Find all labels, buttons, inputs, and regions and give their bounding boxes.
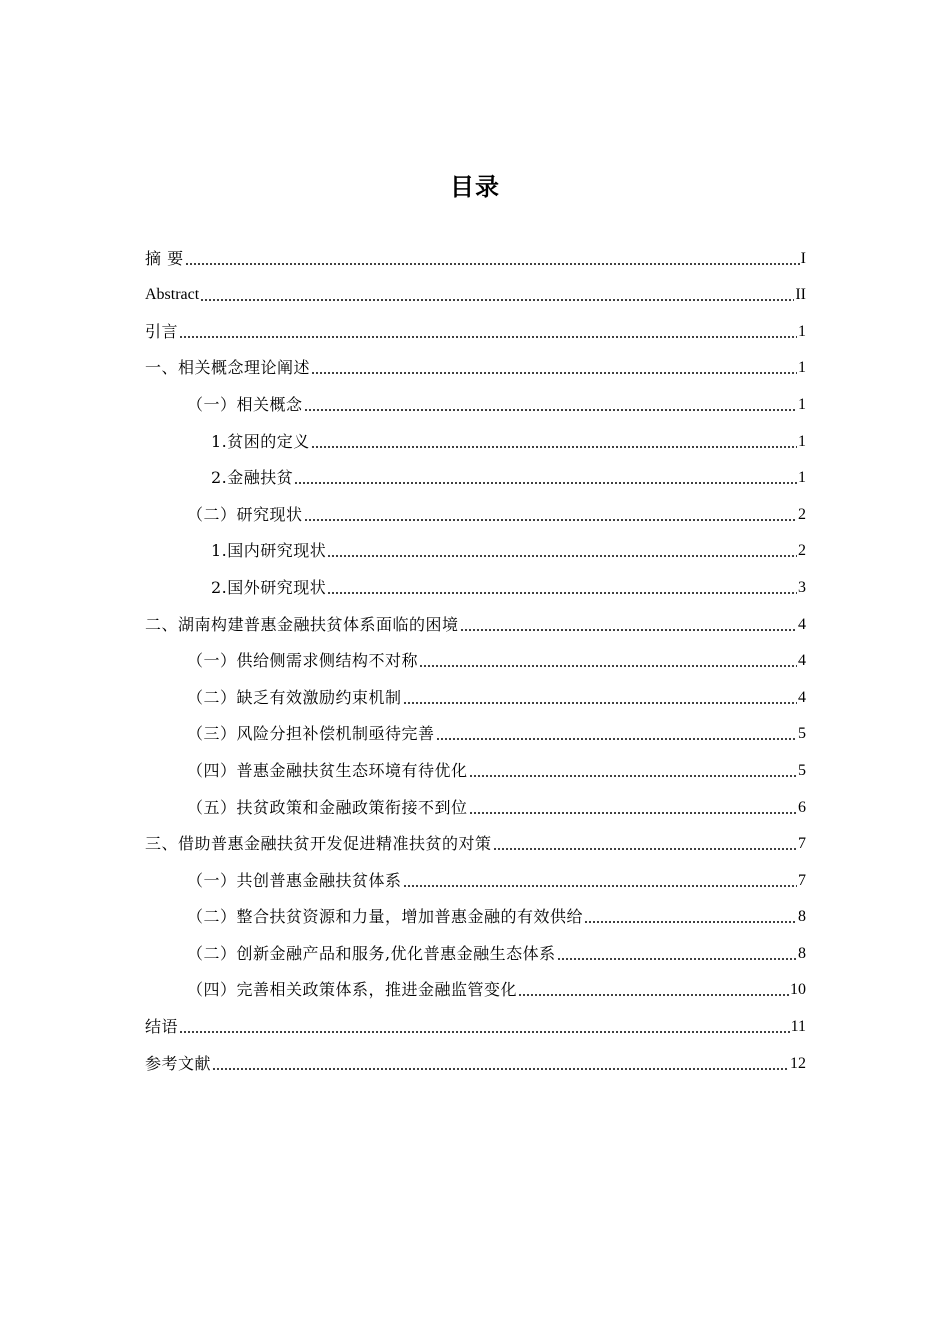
- toc-entry[interactable]: [145, 1037, 806, 1074]
- toc-dot-leader: [493, 847, 797, 851]
- toc-page-number: 2: [798, 505, 806, 523]
- toc-entry[interactable]: [145, 525, 806, 562]
- toc-entry[interactable]: [145, 488, 806, 525]
- toc-dot-leader: [179, 1030, 790, 1034]
- toc-entry[interactable]: [145, 781, 806, 818]
- toc-dot-leader: [419, 664, 797, 668]
- toc-page-number: 4: [798, 652, 806, 670]
- toc-entry[interactable]: [145, 818, 806, 855]
- toc-dot-leader: [179, 335, 797, 339]
- toc-entry-label: （二）创新金融产品和服务,优化普惠金融生态体系: [187, 943, 556, 963]
- toc-entry-label: 1.贫困的定义: [211, 431, 310, 451]
- toc-entry[interactable]: [145, 964, 806, 1001]
- toc-entry[interactable]: [145, 342, 806, 379]
- toc-page-number: 10: [790, 981, 806, 999]
- toc-entry[interactable]: [145, 452, 806, 489]
- toc-entry-label: 2.金融扶贫: [211, 468, 294, 488]
- toc-page-number: 4: [798, 615, 806, 633]
- toc-entry-label: 2.国外研究现状: [211, 577, 327, 597]
- toc-dot-leader: [403, 884, 797, 888]
- toc-entry[interactable]: [145, 598, 806, 635]
- toc-dot-leader: [327, 554, 797, 558]
- toc-entry-label: 三、借助普惠金融扶贫开发促进精准扶贫的对策: [145, 834, 492, 854]
- toc-page-number: 5: [798, 725, 806, 743]
- toc-dot-leader: [518, 993, 789, 997]
- toc-entry-label: （一）共创普惠金融扶贫体系: [187, 870, 402, 890]
- toc-page-number: 5: [798, 761, 806, 779]
- toc-entry[interactable]: [145, 708, 806, 745]
- page-title: 目录: [450, 173, 500, 201]
- toc-page-number: 3: [798, 578, 806, 596]
- toc-entry[interactable]: [145, 635, 806, 672]
- toc-entry-label: 1.国内研究现状: [211, 541, 327, 561]
- toc-entry[interactable]: [145, 1000, 806, 1037]
- toc-page-number: 7: [798, 871, 806, 889]
- toc-entry-label: 引言: [145, 321, 179, 341]
- toc-page-number: 1: [798, 322, 806, 340]
- toc-entry-label: 一、相关概念理论阐述: [145, 358, 311, 378]
- toc-entry[interactable]: [145, 927, 806, 964]
- toc-entry-label: （四）普惠金融扶贫生态环境有待优化: [187, 760, 468, 780]
- toc-page-number: 1: [798, 395, 806, 413]
- toc-entry[interactable]: [145, 561, 806, 598]
- toc-dot-leader: [469, 774, 797, 778]
- toc-page-number: 7: [798, 835, 806, 853]
- toc-page-number: 12: [790, 1054, 806, 1072]
- toc-entry-label: 结语: [145, 1017, 179, 1037]
- toc-page-number: 2: [798, 542, 806, 560]
- toc-entry-label: （三）风险分担补偿机制亟待完善: [187, 724, 435, 744]
- toc-page-number: 1: [798, 432, 806, 450]
- toc-entry[interactable]: [145, 305, 806, 342]
- toc-page-number: 1: [798, 359, 806, 377]
- toc-entry[interactable]: [145, 671, 806, 708]
- toc-dot-leader: [311, 445, 797, 449]
- toc-entry-label: （二）研究现状: [187, 504, 303, 524]
- toc-dot-leader: [311, 371, 797, 375]
- toc-dot-leader: [185, 262, 800, 266]
- toc-entry[interactable]: [145, 269, 806, 306]
- table-of-contents: [145, 232, 806, 1074]
- toc-page-number: 6: [798, 798, 806, 816]
- toc-dot-leader: [557, 957, 797, 961]
- toc-dot-leader: [327, 591, 797, 595]
- toc-entry-label: （二）整合扶贫资源和力量，增加普惠金融的有效供给: [187, 907, 584, 927]
- toc-entry[interactable]: [145, 415, 806, 452]
- toc-entry[interactable]: [145, 854, 806, 891]
- toc-page-number: 11: [790, 1018, 806, 1036]
- toc-dot-leader: [403, 701, 797, 705]
- toc-entry-label: 摘 要: [145, 248, 184, 268]
- toc-entry-label: Abstract: [145, 286, 200, 304]
- toc-page-number: II: [795, 286, 806, 304]
- toc-dot-leader: [200, 298, 794, 302]
- toc-page-number: 4: [798, 688, 806, 706]
- toc-dot-leader: [469, 811, 797, 815]
- toc-entry-label: （五）扶贫政策和金融政策衔接不到位: [187, 797, 468, 817]
- toc-entry[interactable]: [145, 891, 806, 928]
- toc-dot-leader: [294, 481, 797, 485]
- toc-dot-leader: [584, 920, 797, 924]
- toc-dot-leader: [212, 1067, 789, 1071]
- toc-page-number: 8: [798, 908, 806, 926]
- toc-dot-leader: [436, 737, 797, 741]
- toc-page-number: I: [800, 249, 806, 267]
- toc-entry-label: （一）供给侧需求侧结构不对称: [187, 651, 419, 671]
- toc-page-number: 8: [798, 944, 806, 962]
- toc-entry-label: （四）完善相关政策体系，推进金融监管变化: [187, 980, 518, 1000]
- toc-entry-label: 参考文献: [145, 1053, 212, 1073]
- toc-entry[interactable]: [145, 378, 806, 415]
- toc-entry[interactable]: [145, 744, 806, 781]
- toc-dot-leader: [304, 518, 797, 522]
- toc-entry-label: （二）缺乏有效激励约束机制: [187, 687, 402, 707]
- toc-page-number: 1: [798, 469, 806, 487]
- toc-entry-label: （一）相关概念: [187, 394, 303, 414]
- toc-entry[interactable]: [145, 232, 806, 269]
- toc-dot-leader: [304, 408, 797, 412]
- toc-dot-leader: [460, 628, 797, 632]
- toc-entry-label: 二、湖南构建普惠金融扶贫体系面临的困境: [145, 614, 459, 634]
